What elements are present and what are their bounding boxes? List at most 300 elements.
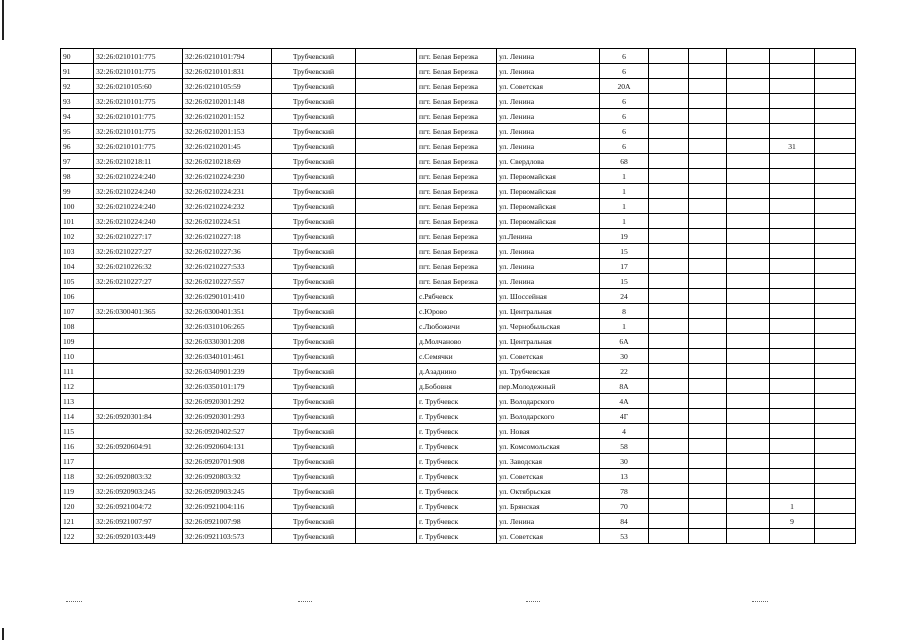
flat-number-cell (770, 424, 815, 439)
old-cadastral-number-cell: 32:26:0210224:240 (94, 184, 183, 199)
street-cell: ул. Советская (497, 79, 600, 94)
old-cadastral-number-cell: 32:26:0920903:245 (94, 484, 183, 499)
table-row (61, 229, 856, 244)
empty-cell (356, 469, 417, 484)
empty-cell (649, 64, 689, 79)
street-cell: ул. Ленина (497, 259, 600, 274)
flat-number-cell (770, 439, 815, 454)
settlement-cell: г. Трубчевск (417, 424, 497, 439)
settlement-cell: г. Трубчевск (417, 469, 497, 484)
district-cell: Трубчевский (272, 154, 356, 169)
empty-cell (649, 199, 689, 214)
empty-cell (356, 49, 417, 64)
empty-cell (356, 349, 417, 364)
flat-number-cell (770, 379, 815, 394)
empty-cell (727, 64, 770, 79)
table-row (61, 409, 856, 424)
empty-cell (649, 349, 689, 364)
empty-cell (727, 439, 770, 454)
row-number-cell: 122 (61, 529, 94, 544)
empty-cell (689, 184, 727, 199)
row-number-cell: 95 (61, 124, 94, 139)
street-cell: ул.Ленина (497, 229, 600, 244)
empty-cell (649, 94, 689, 109)
flat-number-cell (770, 409, 815, 424)
settlement-cell: пгт. Белая Березка (417, 109, 497, 124)
house-number-cell: 6 (600, 49, 649, 64)
old-cadastral-number-cell: 32:26:0210224:240 (94, 214, 183, 229)
row-number-cell: 107 (61, 304, 94, 319)
table-row (61, 184, 856, 199)
settlement-cell: г. Трубчевск (417, 409, 497, 424)
row-number-cell: 117 (61, 454, 94, 469)
table-row (61, 94, 856, 109)
empty-cell (727, 349, 770, 364)
empty-cell (689, 499, 727, 514)
empty-cell (649, 109, 689, 124)
empty-cell (356, 319, 417, 334)
district-cell: Трубчевский (272, 244, 356, 259)
street-cell: ул. Трубчевская (497, 364, 600, 379)
empty-cell (727, 514, 770, 529)
old-cadastral-number-cell (94, 379, 183, 394)
empty-cell (356, 484, 417, 499)
new-cadastral-number-cell: 32:26:0210227:18 (183, 229, 272, 244)
street-cell: ул. Комсомольская (497, 439, 600, 454)
house-number-cell: 1 (600, 169, 649, 184)
house-number-cell: 1 (600, 319, 649, 334)
old-cadastral-number-cell: 32:26:0920803:32 (94, 469, 183, 484)
new-cadastral-number-cell: 32:26:0921103:573 (183, 529, 272, 544)
empty-cell (356, 244, 417, 259)
district-cell: Трубчевский (272, 79, 356, 94)
flat-number-cell (770, 169, 815, 184)
row-number-cell: 102 (61, 229, 94, 244)
empty-cell (356, 139, 417, 154)
empty-cell (727, 409, 770, 424)
table-row (61, 289, 856, 304)
old-cadastral-number-cell: 32:26:0210226:32 (94, 259, 183, 274)
district-cell: Трубчевский (272, 469, 356, 484)
street-cell: ул. Ленина (497, 94, 600, 109)
empty-cell (727, 244, 770, 259)
empty-cell (727, 484, 770, 499)
empty-cell (689, 259, 727, 274)
house-number-cell: 68 (600, 154, 649, 169)
new-cadastral-number-cell: 32:26:0920402:527 (183, 424, 272, 439)
empty-cell (727, 199, 770, 214)
empty-cell (815, 499, 856, 514)
settlement-cell: пгт. Белая Березка (417, 79, 497, 94)
settlement-cell: д.Бобовня (417, 379, 497, 394)
district-cell: Трубчевский (272, 424, 356, 439)
row-number-cell: 93 (61, 94, 94, 109)
house-number-cell: 58 (600, 439, 649, 454)
settlement-cell: с.Юрово (417, 304, 497, 319)
row-number-cell: 104 (61, 259, 94, 274)
row-number-cell: 103 (61, 244, 94, 259)
empty-cell (815, 484, 856, 499)
new-cadastral-number-cell: 32:26:0210201:153 (183, 124, 272, 139)
empty-cell (689, 319, 727, 334)
empty-cell (356, 214, 417, 229)
table-body (61, 49, 856, 544)
street-cell: ул. Ленина (497, 514, 600, 529)
table-row (61, 454, 856, 469)
district-cell: Трубчевский (272, 49, 356, 64)
empty-cell (356, 379, 417, 394)
empty-cell (727, 334, 770, 349)
district-cell: Трубчевский (272, 184, 356, 199)
empty-cell (727, 229, 770, 244)
settlement-cell: г. Трубчевск (417, 394, 497, 409)
empty-cell (815, 49, 856, 64)
empty-cell (689, 409, 727, 424)
empty-cell (649, 484, 689, 499)
empty-cell (649, 154, 689, 169)
house-number-cell: 6 (600, 64, 649, 79)
empty-cell (727, 94, 770, 109)
empty-cell (815, 349, 856, 364)
empty-cell (649, 514, 689, 529)
empty-cell (689, 94, 727, 109)
district-cell: Трубчевский (272, 124, 356, 139)
empty-cell (815, 154, 856, 169)
new-cadastral-number-cell: 32:26:0210224:51 (183, 214, 272, 229)
table-row (61, 109, 856, 124)
empty-cell (649, 169, 689, 184)
settlement-cell: пгт. Белая Березка (417, 259, 497, 274)
empty-cell (649, 139, 689, 154)
empty-cell (689, 469, 727, 484)
empty-cell (727, 529, 770, 544)
old-cadastral-number-cell (94, 394, 183, 409)
new-cadastral-number-cell: 32:26:0290101:410 (183, 289, 272, 304)
settlement-cell: пгт. Белая Березка (417, 124, 497, 139)
row-number-cell: 113 (61, 394, 94, 409)
empty-cell (815, 139, 856, 154)
district-cell: Трубчевский (272, 454, 356, 469)
settlement-cell: д.Молчаново (417, 334, 497, 349)
street-cell: ул. Первомайская (497, 169, 600, 184)
table-row (61, 499, 856, 514)
table-row (61, 469, 856, 484)
empty-cell (356, 124, 417, 139)
empty-cell (649, 124, 689, 139)
empty-cell (815, 229, 856, 244)
street-cell: ул. Первомайская (497, 184, 600, 199)
settlement-cell: пгт. Белая Березка (417, 139, 497, 154)
house-number-cell: 19 (600, 229, 649, 244)
empty-cell (815, 274, 856, 289)
old-cadastral-number-cell: 32:26:0920103:449 (94, 529, 183, 544)
empty-cell (727, 124, 770, 139)
empty-cell (689, 154, 727, 169)
empty-cell (689, 79, 727, 94)
settlement-cell: с.Семячки (417, 349, 497, 364)
flat-number-cell (770, 364, 815, 379)
empty-cell (649, 439, 689, 454)
empty-cell (727, 379, 770, 394)
row-number-cell: 111 (61, 364, 94, 379)
street-cell: ул. Советская (497, 469, 600, 484)
empty-cell (356, 529, 417, 544)
settlement-cell: г. Трубчевск (417, 454, 497, 469)
house-number-cell: 6 (600, 139, 649, 154)
old-cadastral-number-cell (94, 334, 183, 349)
empty-cell (356, 94, 417, 109)
house-number-cell: 13 (600, 469, 649, 484)
flat-number-cell (770, 49, 815, 64)
row-number-cell: 120 (61, 499, 94, 514)
empty-cell (689, 454, 727, 469)
house-number-cell: 1 (600, 214, 649, 229)
empty-cell (727, 169, 770, 184)
row-number-cell: 90 (61, 49, 94, 64)
empty-cell (689, 364, 727, 379)
old-cadastral-number-cell: 32:26:0921004:72 (94, 499, 183, 514)
empty-cell (815, 319, 856, 334)
old-cadastral-number-cell (94, 454, 183, 469)
district-cell: Трубчевский (272, 214, 356, 229)
empty-cell (727, 394, 770, 409)
district-cell: Трубчевский (272, 379, 356, 394)
house-number-cell: 4Г (600, 409, 649, 424)
settlement-cell: пгт. Белая Березка (417, 169, 497, 184)
new-cadastral-number-cell: 32:26:0210105:59 (183, 79, 272, 94)
flat-number-cell (770, 529, 815, 544)
settlement-cell: г. Трубчевск (417, 484, 497, 499)
district-cell: Трубчевский (272, 199, 356, 214)
flat-number-cell (770, 319, 815, 334)
empty-cell (356, 289, 417, 304)
new-cadastral-number-cell: 32:26:0330301:208 (183, 334, 272, 349)
empty-cell (727, 364, 770, 379)
empty-cell (356, 454, 417, 469)
old-cadastral-number-cell (94, 364, 183, 379)
new-cadastral-number-cell: 32:26:0310106:265 (183, 319, 272, 334)
empty-cell (649, 409, 689, 424)
table-row (61, 49, 856, 64)
house-number-cell: 1 (600, 184, 649, 199)
empty-cell (649, 289, 689, 304)
new-cadastral-number-cell: 32:26:0210224:231 (183, 184, 272, 199)
empty-cell (356, 229, 417, 244)
flat-number-cell (770, 154, 815, 169)
empty-cell (356, 259, 417, 274)
table-row (61, 259, 856, 274)
empty-cell (649, 379, 689, 394)
row-number-cell: 110 (61, 349, 94, 364)
flat-number-cell (770, 394, 815, 409)
flat-number-cell (770, 199, 815, 214)
new-cadastral-number-cell: 32:26:0920301:292 (183, 394, 272, 409)
house-number-cell: 78 (600, 484, 649, 499)
table-row (61, 334, 856, 349)
page-edge-mark-bottom (2, 628, 4, 640)
table-row (61, 484, 856, 499)
new-cadastral-number-cell: 32:26:0210227:557 (183, 274, 272, 289)
table-row (61, 379, 856, 394)
district-cell: Трубчевский (272, 439, 356, 454)
flat-number-cell (770, 484, 815, 499)
flat-number-cell (770, 349, 815, 364)
table-row (61, 424, 856, 439)
old-cadastral-number-cell: 32:26:0210101:775 (94, 139, 183, 154)
empty-cell (727, 154, 770, 169)
settlement-cell: г. Трубчевск (417, 499, 497, 514)
footer-scan-mark (66, 601, 82, 603)
old-cadastral-number-cell: 32:26:0210224:240 (94, 169, 183, 184)
row-number-cell: 92 (61, 79, 94, 94)
street-cell: ул. Ленина (497, 244, 600, 259)
table-row (61, 394, 856, 409)
house-number-cell: 8А (600, 379, 649, 394)
flat-number-cell (770, 304, 815, 319)
flat-number-cell (770, 229, 815, 244)
street-cell: ул. Заводская (497, 454, 600, 469)
new-cadastral-number-cell: 32:26:0210218:69 (183, 154, 272, 169)
street-cell: ул. Новая (497, 424, 600, 439)
empty-cell (649, 274, 689, 289)
district-cell: Трубчевский (272, 289, 356, 304)
empty-cell (815, 259, 856, 274)
empty-cell (649, 394, 689, 409)
house-number-cell: 70 (600, 499, 649, 514)
table-row (61, 124, 856, 139)
new-cadastral-number-cell: 32:26:0920301:293 (183, 409, 272, 424)
old-cadastral-number-cell: 32:26:0300401:365 (94, 304, 183, 319)
table-row (61, 64, 856, 79)
flat-number-cell (770, 334, 815, 349)
settlement-cell: с.Любожичи (417, 319, 497, 334)
street-cell: ул. Ленина (497, 109, 600, 124)
new-cadastral-number-cell: 32:26:0210224:232 (183, 199, 272, 214)
table-row (61, 214, 856, 229)
old-cadastral-number-cell: 32:26:0921007:97 (94, 514, 183, 529)
old-cadastral-number-cell: 32:26:0210105:60 (94, 79, 183, 94)
street-cell: ул. Ленина (497, 274, 600, 289)
empty-cell (727, 259, 770, 274)
settlement-cell: г. Трубчевск (417, 529, 497, 544)
empty-cell (649, 259, 689, 274)
empty-cell (356, 334, 417, 349)
empty-cell (727, 79, 770, 94)
settlement-cell: пгт. Белая Березка (417, 154, 497, 169)
flat-number-cell (770, 244, 815, 259)
settlement-cell: г. Трубчевск (417, 439, 497, 454)
empty-cell (356, 394, 417, 409)
empty-cell (815, 469, 856, 484)
table-row (61, 274, 856, 289)
district-cell: Трубчевский (272, 409, 356, 424)
cadastral-registry-table (60, 48, 856, 544)
street-cell: ул. Чернобыльская (497, 319, 600, 334)
empty-cell (815, 514, 856, 529)
new-cadastral-number-cell: 32:26:0920701:908 (183, 454, 272, 469)
old-cadastral-number-cell: 32:26:0210101:775 (94, 109, 183, 124)
settlement-cell: с.Рябчевск (417, 289, 497, 304)
empty-cell (815, 244, 856, 259)
empty-cell (689, 199, 727, 214)
empty-cell (815, 334, 856, 349)
row-number-cell: 114 (61, 409, 94, 424)
flat-number-cell (770, 469, 815, 484)
empty-cell (649, 79, 689, 94)
house-number-cell: 6 (600, 109, 649, 124)
empty-cell (649, 424, 689, 439)
house-number-cell: 15 (600, 244, 649, 259)
row-number-cell: 91 (61, 64, 94, 79)
empty-cell (727, 289, 770, 304)
house-number-cell: 20А (600, 79, 649, 94)
row-number-cell: 115 (61, 424, 94, 439)
new-cadastral-number-cell: 32:26:0920604:131 (183, 439, 272, 454)
empty-cell (689, 139, 727, 154)
street-cell: ул. Первомайская (497, 199, 600, 214)
empty-cell (727, 454, 770, 469)
empty-cell (689, 124, 727, 139)
house-number-cell: 84 (600, 514, 649, 529)
house-number-cell: 53 (600, 529, 649, 544)
new-cadastral-number-cell: 32:26:0340901:239 (183, 364, 272, 379)
empty-cell (689, 394, 727, 409)
empty-cell (689, 169, 727, 184)
empty-cell (727, 469, 770, 484)
empty-cell (356, 304, 417, 319)
flat-number-cell (770, 79, 815, 94)
district-cell: Трубчевский (272, 514, 356, 529)
new-cadastral-number-cell: 32:26:0920903:245 (183, 484, 272, 499)
empty-cell (356, 79, 417, 94)
new-cadastral-number-cell: 32:26:0210201:45 (183, 139, 272, 154)
empty-cell (356, 199, 417, 214)
empty-cell (815, 64, 856, 79)
flat-number-cell (770, 94, 815, 109)
old-cadastral-number-cell (94, 289, 183, 304)
flat-number-cell: 31 (770, 139, 815, 154)
empty-cell (815, 109, 856, 124)
empty-cell (727, 319, 770, 334)
empty-cell (727, 109, 770, 124)
empty-cell (815, 184, 856, 199)
old-cadastral-number-cell: 32:26:0210101:775 (94, 94, 183, 109)
new-cadastral-number-cell: 32:26:0921004:116 (183, 499, 272, 514)
empty-cell (815, 94, 856, 109)
empty-cell (815, 379, 856, 394)
house-number-cell: 6 (600, 124, 649, 139)
table-row (61, 139, 856, 154)
table-row (61, 319, 856, 334)
table-row (61, 514, 856, 529)
empty-cell (356, 274, 417, 289)
row-number-cell: 119 (61, 484, 94, 499)
empty-cell (815, 409, 856, 424)
district-cell: Трубчевский (272, 274, 356, 289)
old-cadastral-number-cell (94, 319, 183, 334)
old-cadastral-number-cell: 32:26:0920604:91 (94, 439, 183, 454)
district-cell: Трубчевский (272, 169, 356, 184)
street-cell: ул. Ленина (497, 124, 600, 139)
empty-cell (815, 289, 856, 304)
empty-cell (649, 304, 689, 319)
empty-cell (649, 49, 689, 64)
old-cadastral-number-cell: 32:26:0920301:84 (94, 409, 183, 424)
flat-number-cell (770, 214, 815, 229)
house-number-cell: 30 (600, 349, 649, 364)
table-row (61, 199, 856, 214)
row-number-cell: 121 (61, 514, 94, 529)
